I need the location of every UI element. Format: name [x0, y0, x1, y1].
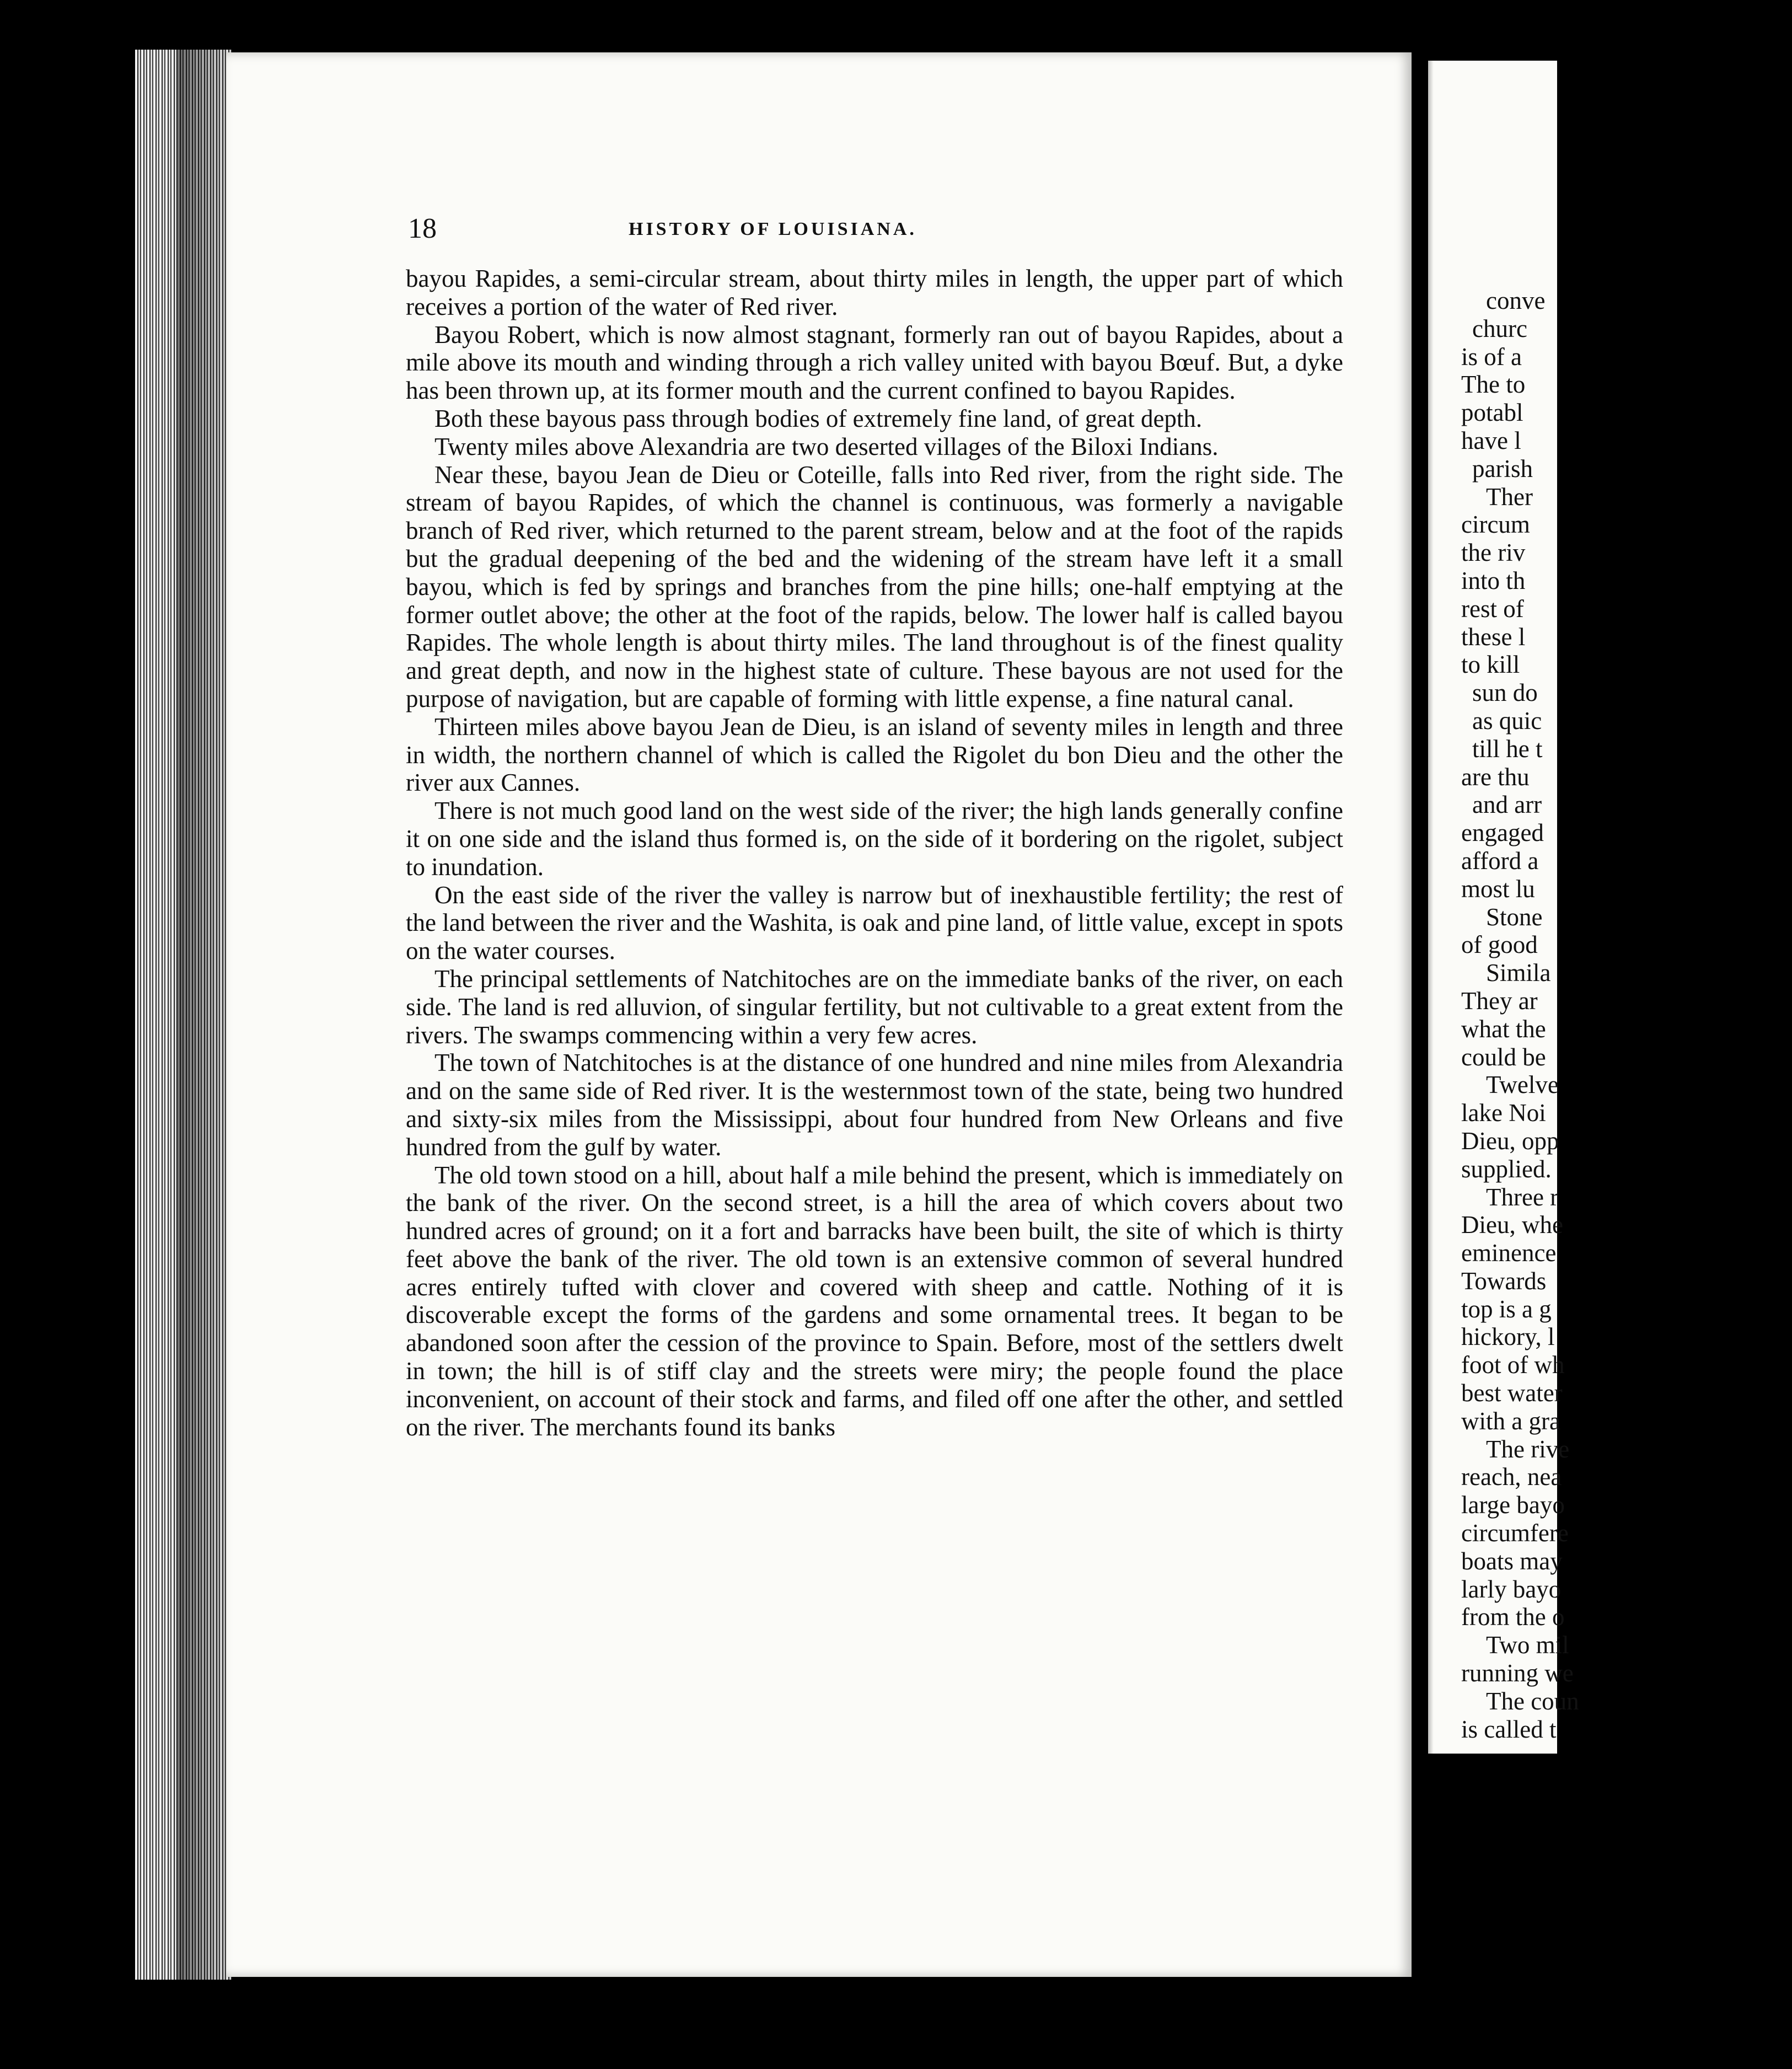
facing-page-line: most lu: [1461, 875, 1535, 903]
facing-page-line: till he t: [1472, 735, 1543, 763]
facing-page-line: parish: [1472, 454, 1533, 483]
facing-page-line: top is a g: [1461, 1295, 1552, 1323]
facing-page-line: the riv: [1461, 539, 1526, 567]
facing-page-line: They ar: [1461, 987, 1538, 1015]
facing-page-line: hickory, l: [1461, 1323, 1555, 1351]
facing-page-line: larly bayo: [1461, 1575, 1562, 1603]
facing-page-line: with a gra: [1461, 1407, 1560, 1435]
facing-page-line: reach, nea: [1461, 1463, 1562, 1491]
facing-page-line: supplied.: [1461, 1155, 1552, 1183]
facing-page-line: these l: [1461, 623, 1526, 651]
facing-page-line: and arr: [1472, 791, 1542, 819]
facing-page-line: Three r: [1486, 1183, 1559, 1211]
body-text: [406, 265, 1343, 1441]
facing-page: [1428, 61, 1579, 1754]
paragraph: Thirteen miles above bayou Jean de Dieu, is an island of seventy miles in length and three in width, the northern channel of which is called the Rigolet du bon Dieu and the other the river aux Cannes.: [406, 712, 1343, 797]
facing-page-line: eminence: [1461, 1239, 1557, 1267]
paragraph: Both these bayous pass through bodies of extremely fine land, of great depth.: [434, 404, 1203, 432]
running-head: [408, 212, 1015, 251]
facing-page-line: Towards: [1461, 1267, 1547, 1295]
facing-page-line: circum: [1461, 511, 1530, 539]
facing-page-line: could be: [1461, 1043, 1546, 1071]
facing-page-line: Ther: [1486, 483, 1533, 511]
facing-page-line: rest of: [1461, 594, 1524, 623]
facing-page-line: Dieu, opp: [1461, 1127, 1559, 1155]
facing-page-line: Simila: [1486, 959, 1551, 987]
facing-page-line: into th: [1461, 566, 1526, 594]
facing-page-line: The rive: [1486, 1435, 1570, 1463]
facing-page-line: what the: [1461, 1015, 1546, 1043]
facing-page-line: foot of wh: [1461, 1351, 1565, 1379]
facing-page-line: Stone: [1486, 903, 1543, 931]
facing-page-line: large bayo: [1461, 1491, 1565, 1519]
paragraph: The town of Natchitoches is at the distance of one hundred and nine miles from Alexandria and on the same side of Red river. It is the westernmost town of the state, being two hundred and sixty-six miles from the Mississippi, about four hundred from New Orleans and five hundred from the gulf by water.: [406, 1049, 1343, 1161]
facing-page-line: afford a: [1461, 846, 1539, 875]
facing-page-line: circumfere: [1461, 1519, 1569, 1547]
facing-page-line: engaged: [1461, 819, 1544, 847]
paragraph: bayou Rapides, a semi-circular stream, about thirty miles in length, the upper part of which receives a portion of the water of Red river.: [406, 265, 1343, 320]
facing-page-line: is called t: [1461, 1715, 1557, 1743]
facing-page-line: Two mil: [1486, 1631, 1569, 1659]
facing-page-line: from the o: [1461, 1603, 1565, 1631]
facing-page-line: Twelve: [1486, 1071, 1559, 1099]
facing-page-line: best water: [1461, 1379, 1563, 1407]
facing-page-line: potabl: [1461, 399, 1523, 427]
facing-page-line: conve: [1486, 287, 1546, 314]
paragraph: Twenty miles above Alexandria are two deserted villages of the Biloxi Indians.: [434, 432, 1219, 460]
facing-page-line: boats may: [1461, 1547, 1563, 1575]
facing-page-text: [1461, 287, 1792, 1743]
paragraph: The old town stood on a hill, about half a mile behind the present, which is immediately on the bank of the river. On the second street, is a hill the area of which covers about two hundred acres of ground; on it a fort and barracks have been built, the site of which is thirty feet above the bank of the river. The old town is an extensive common of several hundred acres entirely tufted with clover and covered with sheep and cattle. Nothing of it is discoverable except the forms of the gardens and some ornamental trees. It began to be abandoned soon after the cession of the province to Spain. Before, most of the settlers dwelt in town; the hill is of stiff clay and the streets were miry; the people found the place inconvenient, on account of their stock and farms, and filed off one after the other, and settled on the river. The merchants found its banks: [406, 1161, 1343, 1441]
facing-page-line: lake Noi: [1461, 1099, 1546, 1127]
paragraph: There is not much good land on the west side of the river; the high lands generally confine it on one side and the island thus formed is, on the side of it bordering on the rigolet, subject to inundation.: [406, 797, 1343, 881]
page-number: 18: [408, 213, 437, 244]
facing-page-line: as quic: [1472, 706, 1542, 735]
facing-page-line: The to: [1461, 371, 1526, 399]
gutter-shadow: [1412, 61, 1434, 1754]
page-edges-shadow: [176, 50, 232, 1980]
facing-page-line: of good: [1461, 931, 1538, 959]
facing-page-line: The coun: [1486, 1687, 1579, 1715]
facing-page-line: to kill: [1461, 651, 1520, 679]
facing-page-line: is of a: [1461, 342, 1522, 371]
facing-page-line: have l: [1461, 426, 1521, 454]
facing-page-line: churc: [1472, 314, 1527, 342]
paragraph: Bayou Robert, which is now almost stagnant, formerly ran out of bayou Rapides, about a mile above its mouth and winding through a rich valley united with bayou Bœuf. But, a dyke has been thrown up, at its former mouth and the current confined to bayou Rapides.: [406, 320, 1343, 405]
paragraph: On the east side of the river the valley is narrow but of inexhaustible fertility; the rest of the land between the river and the Washita, is oak and pine land, of little value, except in spots on the water courses.: [406, 881, 1343, 965]
running-title: HISTORY OF LOUISIANA.: [629, 219, 917, 239]
facing-page-line: are thu: [1461, 763, 1530, 791]
paragraph: Near these, bayou Jean de Dieu or Coteille, falls into Red river, from the right side. The stream of bayou Rapides, of which the channel is continuous, was formerly a navigable branch of Red river, which returned to the parent stream, below and at the foot of the rapids but the gradual deepening of the bed and the widening of the stream have left it a small bayou, which is fed by springs and branches from the pine hills; one-half emptying at the former outlet above; the other at the foot of the rapids, below. The lower half is called bayou Rapides. The whole length is about thirty miles. The land throughout is of the finest quality and great depth, and now in the highest state of culture. These bayous are not used for the purpose of navigation, but are capable of forming with little expense, a fine natural canal.: [406, 460, 1343, 712]
facing-page-line: sun do: [1472, 679, 1538, 707]
facing-page-line: running we: [1461, 1659, 1574, 1687]
facing-page-line: Dieu, whe: [1461, 1211, 1563, 1239]
paragraph: The principal settlements of Natchitoches are on the immediate banks of the river, on each side. The land is red alluvion, of singular fertility, but not cultivable to a great extent from the rivers. The swamps commencing within a very few acres.: [406, 964, 1343, 1049]
